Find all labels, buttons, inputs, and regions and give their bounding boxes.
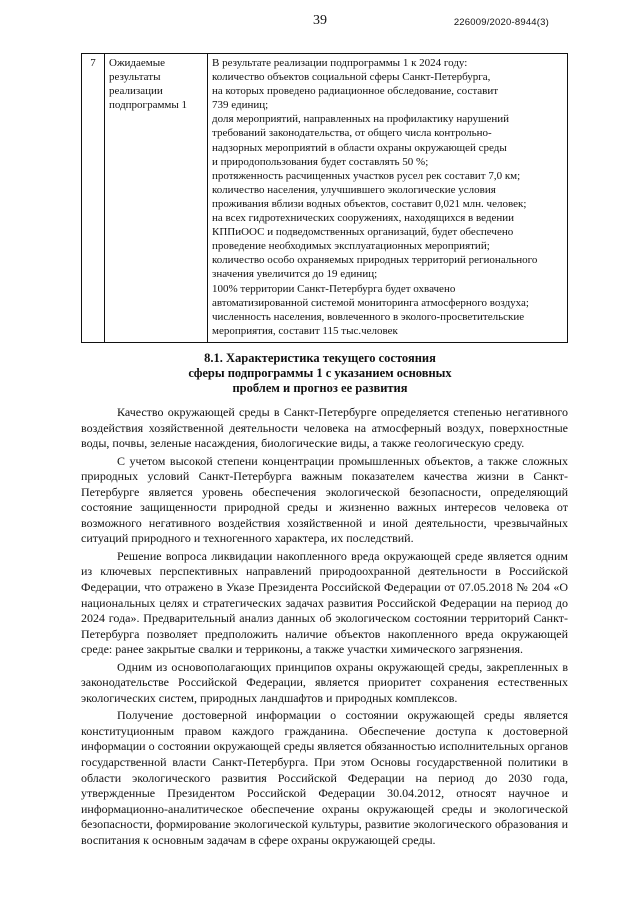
content-line: и природопользования будет составлять 50 %; (212, 155, 429, 168)
content-line: на всех гидротехнических сооружениях, находящихся в ведении (212, 212, 515, 225)
page-number: 39 (313, 13, 327, 28)
label-line: результаты (109, 71, 161, 84)
content-line: численность населения, вовлеченного в эколого-просветительские (212, 310, 525, 323)
content-line: доля мероприятий, направленных на профилактику нарушений (212, 113, 509, 126)
content-line: автоматизированной системой мониторинга атмосферного воздуха; (212, 296, 529, 309)
section-title (80, 351, 560, 396)
section-title-line: сферы подпрограммы 1 с указанием основных (188, 366, 452, 380)
section-title-line: 8.1. Характеристика текущего состояния (204, 351, 436, 365)
content-line: на которых проведено радиационное обследование, составит (212, 85, 499, 98)
content-line: проведение необходимых эксплуатационных мероприятий; (212, 240, 490, 253)
row-number-cell: 7 (82, 54, 105, 343)
content-line: протяженность расчищенных участков русел рек составит 7,0 км; (212, 169, 521, 182)
section-body (81, 405, 568, 848)
content-line: требований законодательства, от общего числа контрольно- (212, 127, 492, 140)
content-line: 100% территории Санкт-Петербурга будет охвачено (212, 282, 456, 295)
section-title-line: проблем и прогноз ее развития (232, 381, 408, 395)
content-line: проживания вблизи водных объектов, составит 0,021 млн. человек; (212, 197, 527, 210)
label-line: подпрограммы 1 (109, 99, 188, 112)
paragraph: Качество окружающей среды в Санкт-Петербурге определяется степенью негативного воздействия хозяйственной деятельности человека на атмосферный воздух, поверхностные воды, почвы, зеленые насаждения, биологические виды, а также геологическую среду. (81, 405, 568, 451)
content-line: В результате реализации подпрограммы 1 к 2024 году: (212, 57, 468, 69)
table-row (82, 54, 568, 343)
paragraph: Одним из основополагающих принципов охраны окружающей среды, закрепленных в законодательстве Российской Федерации, является приоритет сохранения естественных экологических систем, природных ландшафтов и природных комплексов. (81, 659, 568, 705)
paragraph: Решение вопроса ликвидации накопленного вреда окружающей среде является одним из ключевых перспективных направлений природоохранной деятельности в Российской Федерации, что отражено в Указе Президента Российской Федерации от 07.05.2018 № 204 «О национальных целях и стратегических задачах развития Российской Федерации на период до 2024 года». Предварительный анализ данных об экологическом состоянии территорий Санкт-Петербурга позволяет предположить наличие объектов накопленного вреда окружающей среде: ранее закрытые свалки и терриконы, а также участки химического загрязнения. (81, 548, 568, 657)
label-line: Ожидаемые (109, 57, 166, 69)
content-line: мероприятия, составит 115 тыс.человек (212, 324, 398, 337)
content-line: количество населения, улучшившего экологические условия (212, 183, 496, 196)
row-label-cell (105, 54, 208, 343)
content-line: КППиООС и подведомственных организаций, будет обеспечено (212, 226, 514, 239)
content-line: количество особо охраняемых природных территорий регионального (212, 254, 538, 267)
label-line: реализации (109, 85, 163, 98)
paragraph: Получение достоверной информации о состоянии окружающей среды является конституционным правом каждого гражданина. Обеспечение доступа к достоверной информации о состоянии окружающей среды является обязанностью исполнительных органов государственной власти Санкт-Петербурга. При этом Основы государственной политики в области экологического развития Российской Федерации на период до 2030 года, утвержденные Президентом Российской Федерации 30.04.2012, относят научное и информационно-аналитическое обеспечение охраны окружающей среды и экологической безопасности, формирование экологической культуры, развитие экологического образования и воспитания к основным задачам в сфере охраны окружающей среды. (81, 708, 568, 847)
results-table (81, 53, 568, 343)
row-content-cell (208, 54, 568, 343)
content-line: количество объектов социальной сферы Санкт-Петербурга, (212, 71, 491, 84)
content-line: надзорных мероприятий в области охраны окружающей среды (212, 141, 507, 154)
content-line: значения увеличится до 19 единиц; (212, 268, 378, 281)
document-number: 226009/2020-8944(3) (453, 17, 549, 28)
content-line: 739 единиц; (212, 99, 269, 112)
paragraph: С учетом высокой степени концентрации промышленных объектов, а также сложных природных условий Санкт-Петербурга важным показателем качества жизни в Санкт-Петербурге является уровень обеспечения экологической безопасности, определяющий состояние защищенности природной среды и жизненно важных интересов человека от возможного негативного воздействия хозяйственной и иной деятельности, чрезвычайных ситуаций природного и техногенного характера, их последствий. (81, 453, 568, 546)
